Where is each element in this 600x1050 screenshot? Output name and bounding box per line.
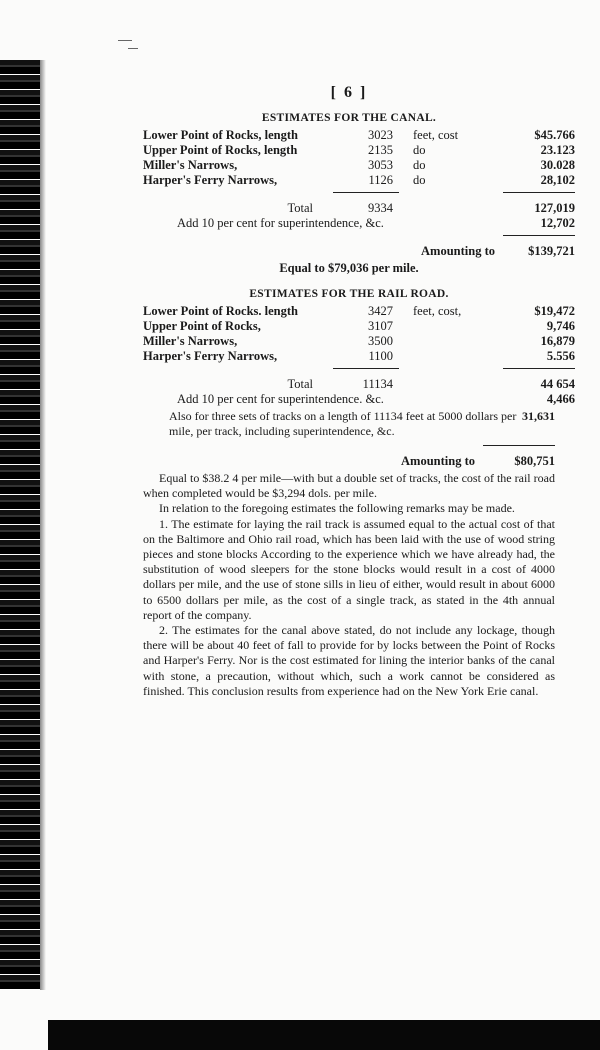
add-amount: 12,702 (540, 216, 575, 230)
total-length: 11134 (362, 377, 393, 391)
row-unit: feet, cost, (413, 304, 462, 318)
row-name: Upper Point of Rocks, (143, 319, 261, 333)
row-length: 3023 (368, 128, 393, 142)
amounting-label: Amounting to (401, 454, 475, 468)
scan-shadow-bottom (48, 1020, 600, 1050)
paragraph: In relation to the foregoing estimates the following remarks may be made. (159, 501, 515, 516)
row-name: Harper's Ferry Narrows, (143, 349, 278, 363)
table-row (143, 128, 575, 143)
add-row (143, 392, 575, 407)
paragraph: 1. The estimate for laying the rail track is assumed equal to the actual cost of that on the Baltimore and Ohio rail road, which has been laid with the use of wood string pieces and stone blocks According to the experience which we have already had, the substitution of wood sleepers for the stone blocks would result in a cost of 4000 dollars per mile, and the use of stone sills in lieu of either, would result in about 6000 to 6500 dollars per mile, as the cost of a single track, as stated in the 4th annual report of the company. (143, 516, 555, 622)
add-label: Add 10 per cent for superintendence, &c. (177, 216, 384, 230)
total-length: 9334 (368, 201, 393, 215)
scan-mark (128, 48, 138, 49)
total-row (143, 201, 575, 216)
table-row (143, 304, 575, 319)
rail-heading: ESTIMATES FOR THE RAIL ROAD. (249, 288, 449, 300)
amounting-value: $139,721 (528, 244, 575, 258)
row-length: 1126 (368, 173, 393, 187)
scan-shadow-left (0, 60, 40, 990)
row-amount: 5.556 (546, 349, 575, 363)
row-amount: $19,472 (534, 304, 575, 318)
paragraph: 2. The estimates for the canal above stated, do not include any lockage, though there will be about 40 feet of fall to provide for by locks between the Point of Rocks and Harper's Ferry. Nor is the cost estimated for lining the interior banks of the canal with stone, a precaution, without which, such a work cannot be considered as finished. This conclusion results from experience had on the New York Erie canal. (143, 623, 555, 698)
scan-mark (118, 40, 132, 41)
table-row (143, 173, 575, 188)
document-page (143, 84, 575, 699)
table-row (143, 349, 575, 364)
row-length: 3500 (368, 334, 393, 348)
rail-estimate-table (143, 304, 575, 407)
row-length: 3107 (368, 319, 393, 333)
total-amount: 44 654 (540, 377, 575, 391)
row-name: Harper's Ferry Narrows, (143, 173, 278, 187)
amounting-value: $80,751 (514, 454, 555, 468)
paragraph: Equal to $38.2 4 per mile—with but a double set of tracks, the cost of the rail road when completed would be $3,294 dols. per mile. (143, 471, 555, 501)
row-length: 1100 (368, 349, 393, 363)
row-unit: do (413, 143, 426, 157)
amounting-label: Amounting to (421, 244, 495, 258)
row-name: Miller's Narrows, (143, 334, 238, 348)
page-number: [ 6 ] (330, 84, 368, 101)
row-amount: 28,102 (540, 173, 575, 187)
row-name: Upper Point of Rocks, length (143, 143, 298, 157)
add-label: Add 10 per cent for superintendence. &c. (177, 392, 384, 406)
canal-estimate-table (143, 128, 575, 259)
canal-heading: ESTIMATES FOR THE CANAL. (261, 112, 437, 124)
extra-text: Also for three sets of tracks on a length of 11134 feet at 5000 dollars per mile, per track, including superintendence, &c. (169, 409, 517, 438)
row-amount: 30.028 (540, 158, 575, 172)
row-length: 2135 (368, 143, 393, 157)
row-amount: 9,746 (546, 319, 575, 333)
amounting-row (143, 454, 555, 469)
row-amount: 23.123 (540, 143, 575, 157)
rail-amounting-table (143, 441, 555, 469)
rail-extra-tracks (143, 409, 555, 439)
table-row (143, 158, 575, 173)
add-row (143, 216, 575, 231)
row-amount: $45.766 (534, 128, 575, 142)
total-row (143, 377, 575, 392)
row-unit (399, 319, 503, 334)
table-row (143, 143, 575, 158)
total-amount: 127,019 (534, 201, 575, 215)
row-length: 3053 (368, 158, 393, 172)
add-amount: 4,466 (546, 392, 575, 406)
row-unit: do (413, 173, 426, 187)
row-amount: 16,879 (540, 334, 575, 348)
table-row (143, 319, 575, 334)
amounting-row (143, 244, 575, 259)
row-name: Lower Point of Rocks, length (143, 128, 298, 142)
canal-equal-line: Equal to $79,036 per mile. (279, 261, 419, 275)
total-label: Total (287, 201, 313, 215)
row-name: Lower Point of Rocks. length (143, 304, 298, 318)
row-unit: feet, cost (413, 128, 459, 142)
extra-amount: 31,631 (522, 409, 555, 423)
table-row (143, 334, 575, 349)
row-unit (399, 349, 503, 364)
row-unit: do (413, 158, 426, 172)
row-name: Miller's Narrows, (143, 158, 238, 172)
total-label: Total (287, 377, 313, 391)
row-unit (399, 334, 503, 349)
row-length: 3427 (368, 304, 393, 318)
